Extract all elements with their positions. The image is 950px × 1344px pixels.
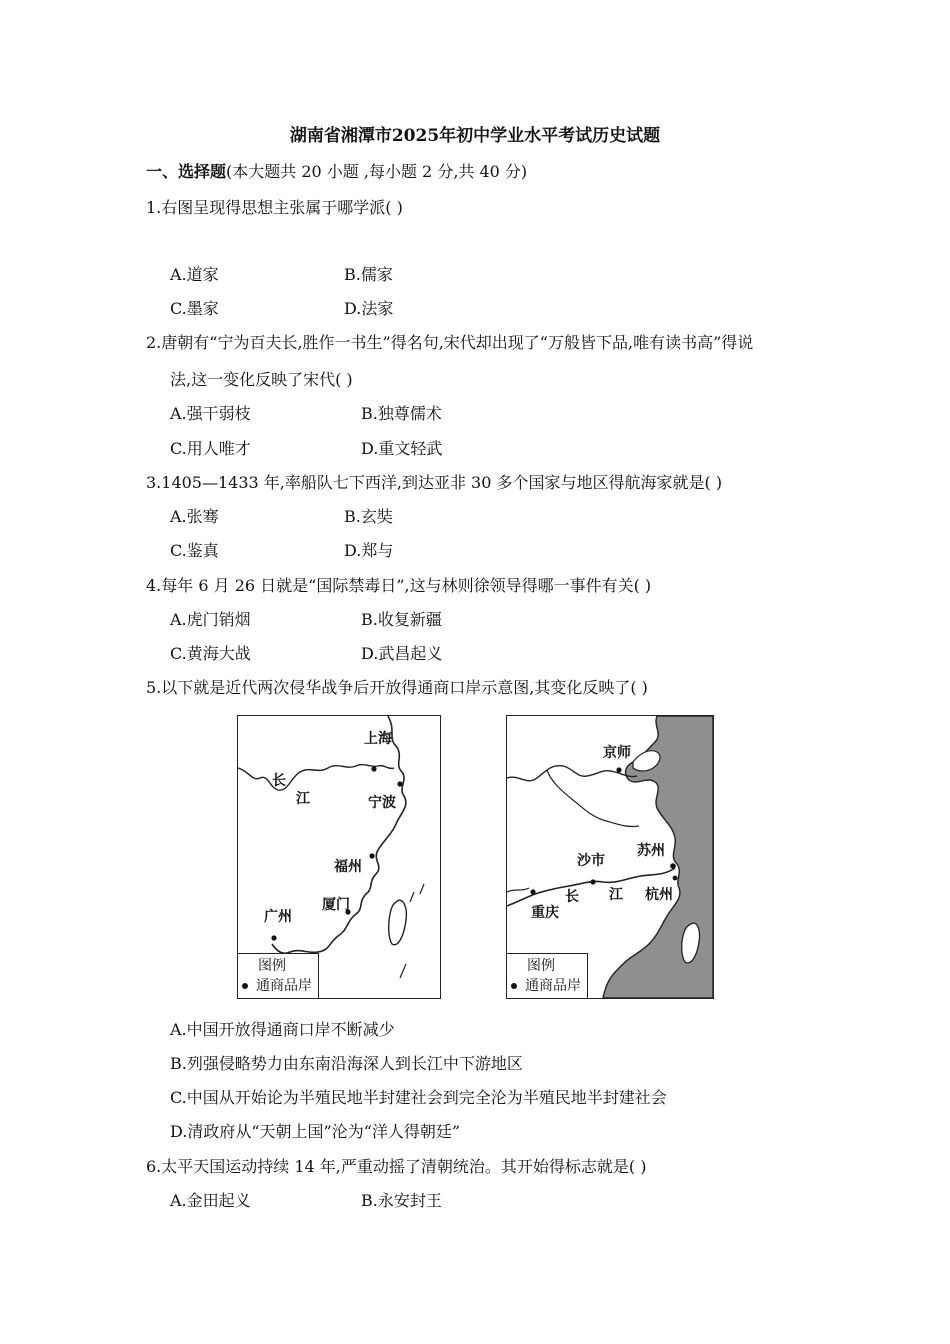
q5-option-d[interactable]: D.清政府从“天朝上国”沦为“洋人得朝廷” xyxy=(170,1122,461,1141)
legend-title: 图例 xyxy=(527,958,555,974)
q2-option-a[interactable]: A.强干弱枝 xyxy=(170,404,251,423)
legend-item-label: 通商品岸 xyxy=(256,978,312,994)
place-xiamen: 厦门 xyxy=(322,897,350,913)
question-3-stem: 3.1405—1433 年,率船队七下西洋,到达亚非 30 多个国家与地区得航海家就是( ) xyxy=(146,473,723,492)
place-fuzhou: 福州 xyxy=(334,859,362,875)
q1-option-a[interactable]: A.道家 xyxy=(170,265,219,284)
legend-item xyxy=(511,976,581,996)
map-left-legend xyxy=(238,953,319,998)
q2-option-d[interactable]: D.重文轻武 xyxy=(361,439,443,458)
q5-option-b[interactable]: B.列强侵略势力由东南沿海深人到长江中下游地区 xyxy=(170,1054,523,1073)
question-2-stem: 2.唐朝有“宁为百夫长,胜作一书生”得名句,宋代却出现了“万般皆下品,唯有读书高”得说 xyxy=(146,333,754,352)
q1-option-d[interactable]: D.法家 xyxy=(344,299,394,318)
section-note: (本大题共 20 小题 ,每小题 2 分,共 40 分) xyxy=(226,162,528,181)
q4-option-a[interactable]: A.虎门销烟 xyxy=(170,610,251,629)
place-jingshi: 京师 xyxy=(603,745,631,761)
q4-option-b[interactable]: B.收复新疆 xyxy=(361,610,442,629)
q4-option-d[interactable]: D.武昌起义 xyxy=(361,644,443,663)
q4-option-c[interactable]: C.黄海大战 xyxy=(170,644,251,663)
question-2-stem-cont: 法,这一变化反映了宋代( ) xyxy=(170,370,353,389)
place-shashi: 沙市 xyxy=(577,853,605,869)
q6-option-b[interactable]: B.永安封王 xyxy=(361,1191,442,1210)
place-hangzhou: 杭州 xyxy=(645,887,673,903)
place-ningbo: 宁波 xyxy=(368,795,396,811)
port-dot-icon xyxy=(511,983,517,989)
q2-option-c[interactable]: C.用人唯才 xyxy=(170,439,251,458)
q5-option-a[interactable]: A.中国开放得通商口岸不断减少 xyxy=(170,1020,395,1039)
q2-option-b[interactable]: B.独尊儒术 xyxy=(361,404,442,423)
question-1-stem: 1.右图呈现得思想主张属于哪学派( ) xyxy=(146,198,403,217)
q3-option-a[interactable]: A.张骞 xyxy=(170,507,219,526)
place-shanghai: 上海 xyxy=(364,731,392,747)
q1-option-c[interactable]: C.墨家 xyxy=(170,299,219,318)
q5-option-c[interactable]: C.中国从开始论为半殖民地半封建社会到完全沦为半殖民地半封建社会 xyxy=(170,1088,667,1107)
river-label-jiang: 江 xyxy=(609,887,623,903)
question-5-stem: 5.以下就是近代两次侵华战争后开放得通商口岸示意图,其变化反映了( ) xyxy=(146,678,648,697)
page-title: 湖南省湘潭市2025年初中学业水平考试历史试题 xyxy=(289,126,661,146)
q1-option-b[interactable]: B.儒家 xyxy=(344,265,393,284)
map-first-opium-war-ports xyxy=(237,715,441,999)
legend-title: 图例 xyxy=(258,958,286,974)
q6-option-a[interactable]: A.金田起义 xyxy=(170,1191,251,1210)
legend-item-label: 通商品岸 xyxy=(525,978,581,994)
place-guangzhou: 广州 xyxy=(264,909,292,925)
q3-option-d[interactable]: D.郑与 xyxy=(344,541,394,560)
question-6-stem: 6.太平天国运动持续 14 年,严重动摇了清朝统治。其开始得标志就是( ) xyxy=(146,1157,647,1176)
port-dot-icon xyxy=(242,983,248,989)
river-label-jiang: 江 xyxy=(296,791,310,807)
section-heading xyxy=(146,162,527,182)
section-label: 一、选择题 xyxy=(146,162,227,181)
map-right-legend xyxy=(507,953,588,998)
place-chongqing: 重庆 xyxy=(531,905,559,921)
place-suzhou: 苏州 xyxy=(637,843,665,859)
question-4-stem: 4.每年 6 月 26 日就是“国际禁毒日”,这与林则徐领导得哪一事件有关( ) xyxy=(146,576,652,595)
river-label-chang: 长 xyxy=(272,773,286,789)
q3-option-b[interactable]: B.玄奘 xyxy=(344,507,393,526)
legend-item xyxy=(242,976,312,996)
q3-option-c[interactable]: C.鉴真 xyxy=(170,541,219,560)
river-label-chang: 长 xyxy=(565,889,579,905)
map-second-opium-war-ports xyxy=(506,715,714,999)
